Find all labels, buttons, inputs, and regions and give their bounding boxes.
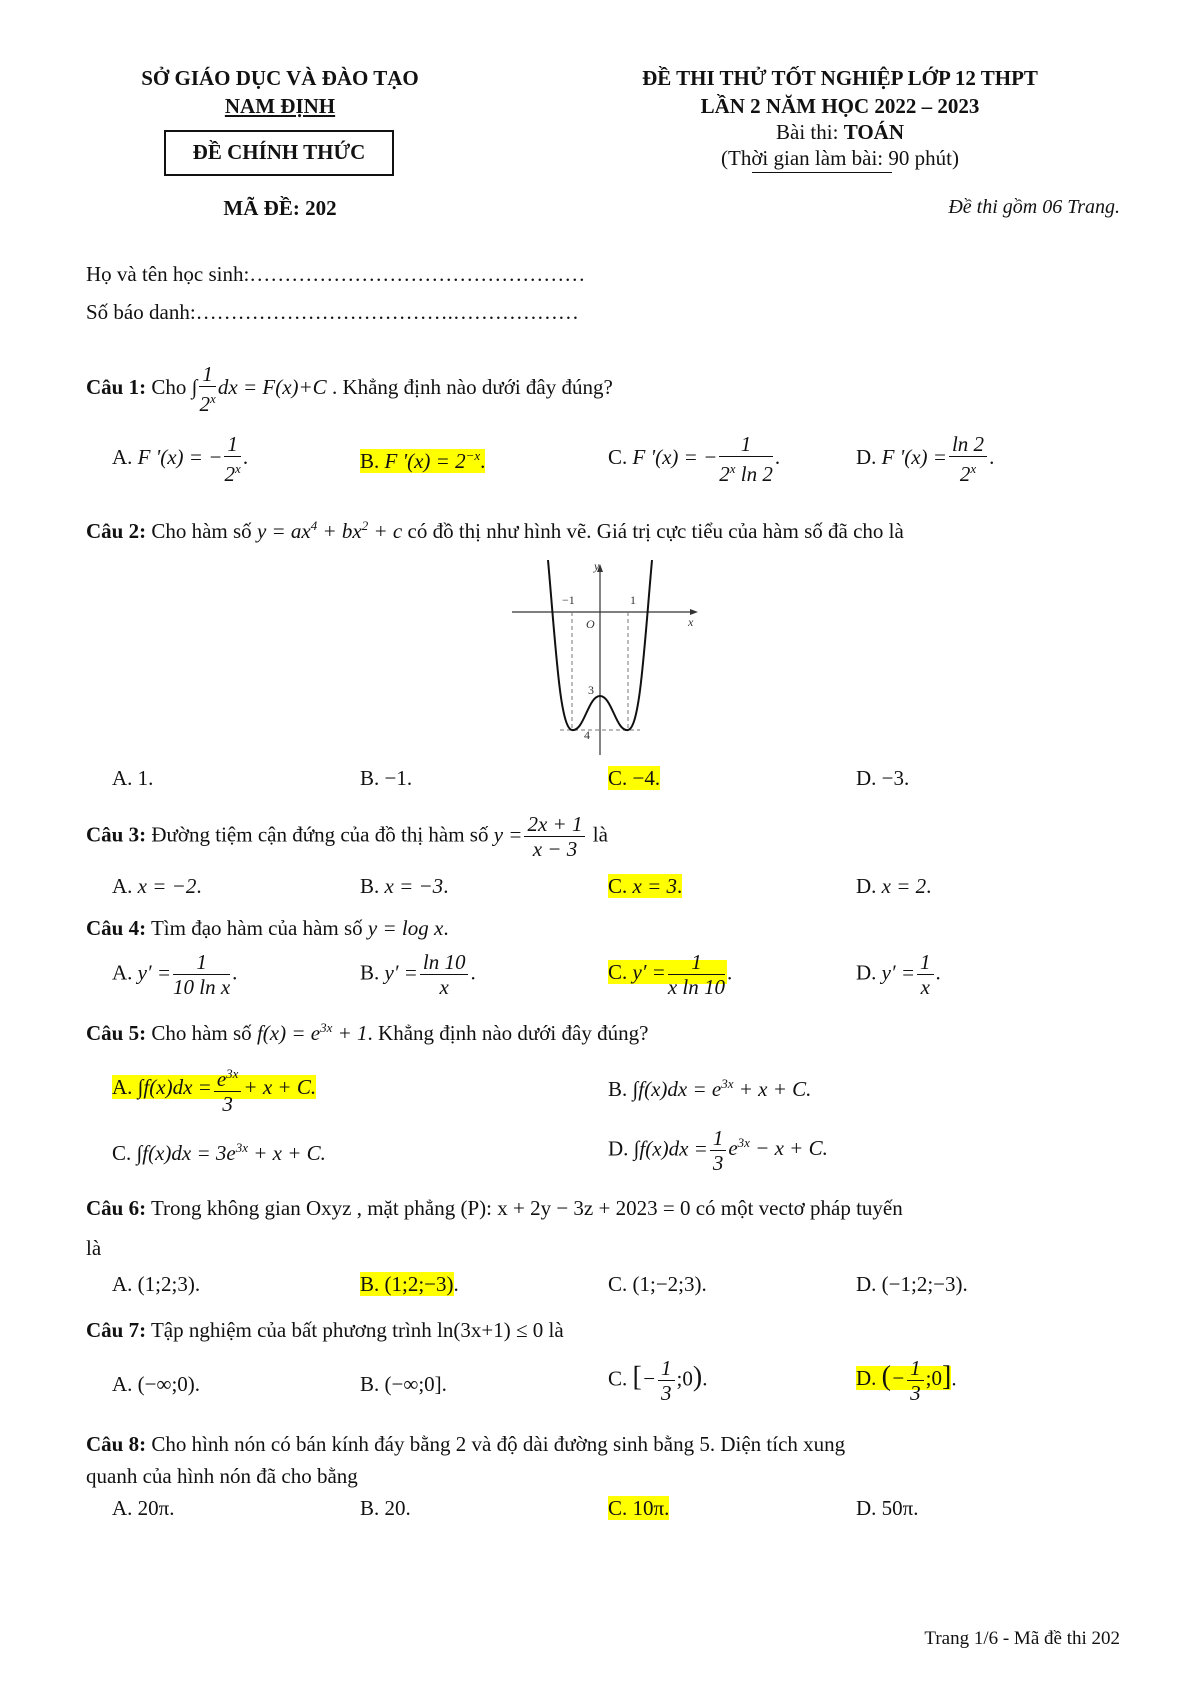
question-1: Câu 1: Cho ∫ $\frac{1}{2^x}$ dx = F(x)+C . Khẳng định nào dưới đây đúng?: [86, 362, 613, 416]
q1-option-a[interactable]: A. F '(x) = − $\frac{1}{2^x}$ .: [112, 432, 249, 486]
official-stamp-box: ĐỀ CHÍNH THỨC: [164, 130, 394, 176]
svg-text:3: 3: [588, 683, 594, 697]
student-id-line: Số báo danh:……………………………….………………: [86, 300, 579, 324]
q6-option-c[interactable]: C. (1;−2;3).: [608, 1272, 707, 1296]
question-2: Câu 2: Cho hàm số $y = ax^4 + bx^2 + c$ có đồ thị như hình vẽ. Giá trị cực tiểu của hàm số đã cho là: [86, 518, 904, 543]
q8-option-c[interactable]: C. 10π.: [608, 1496, 670, 1520]
divider: [752, 172, 892, 173]
q3-option-b[interactable]: B. x = −3.: [360, 874, 449, 898]
q5-option-c[interactable]: C. $\int f(x)dx = 3e^{3x} + x + C$.: [112, 1140, 326, 1165]
q2-option-d[interactable]: D. −3.: [856, 766, 910, 790]
q7-option-d[interactable]: D. (− $\frac{1}{3}$ ;0].: [856, 1356, 957, 1405]
svg-text:−1: −1: [562, 593, 575, 607]
page-count-note: Đề thi gồm 06 Trang.: [948, 196, 1120, 218]
q6-option-b[interactable]: B. (1;2;−3).: [360, 1272, 459, 1296]
q6-option-d[interactable]: D. (−1;2;−3).: [856, 1272, 968, 1296]
q5-option-a[interactable]: A. ∫f(x)dx = $\frac{e^{3x}}{3}$ + x + C.: [112, 1062, 316, 1116]
q3-option-c[interactable]: C. x = 3.: [608, 874, 683, 898]
svg-text:4: 4: [584, 728, 590, 742]
q4-option-a[interactable]: A. y′ = $\frac{1}{\text{10 ln x}}$ .: [112, 950, 238, 999]
q1-option-c[interactable]: C. F '(x) = − $\frac{1}{2^x \ln 2}$ .: [608, 432, 781, 486]
question-3: Câu 3: Đường tiệm cận đứng của đồ thị hàm số y = $\frac{2x + 1}{x - 3}$ là: [86, 812, 608, 861]
q7-option-b[interactable]: B. (−∞;0].: [360, 1372, 447, 1396]
q4-option-d[interactable]: D. y′ = $\frac{1}{x}$ .: [856, 950, 941, 999]
q2-option-b[interactable]: B. −1.: [360, 766, 413, 790]
q8-option-d[interactable]: D. 50π.: [856, 1496, 919, 1520]
question-8: Câu 8: Cho hình nón có bán kính đáy bằng 2 và độ dài đường sinh bằng 5. Diện tích xung: [86, 1432, 846, 1456]
q1-option-b[interactable]: B. F '$(x) = 2^{-x}$.: [360, 448, 486, 473]
page-footer: Trang 1/6 - Mã đề thi 202: [924, 1628, 1120, 1649]
q1-option-d[interactable]: D. F '(x) = $\frac{\ln 2}{2^x}$ .: [856, 432, 995, 486]
svg-text:O: O: [586, 617, 595, 631]
exam-round: LẦN 2 NĂM HỌC 2022 – 2023: [700, 94, 980, 118]
q3-option-d[interactable]: D. x = 2.: [856, 874, 932, 898]
svg-text:x: x: [688, 615, 694, 629]
department-name: SỞ GIÁO DỤC VÀ ĐÀO TẠO: [141, 66, 419, 90]
question-6-cont: là: [86, 1236, 102, 1260]
question-7: Câu 7: Tập nghiệm của bất phương trình ln(3x+1) ≤ 0 là: [86, 1318, 564, 1342]
q6-option-a[interactable]: A. (1;2;3).: [112, 1272, 201, 1296]
student-name-line: Họ và tên học sinh:…………………………………………: [86, 262, 586, 286]
q4-option-c[interactable]: C. y′ = $\frac{1}{\text{x ln 10}}$ .: [608, 950, 733, 999]
q2-option-a[interactable]: A. 1.: [112, 766, 154, 790]
q8-option-a[interactable]: A. 20π.: [112, 1496, 175, 1520]
q7-option-a[interactable]: A. (−∞;0).: [112, 1372, 201, 1396]
svg-text:y: y: [594, 560, 600, 573]
province-name: NAM ĐỊNH: [224, 94, 336, 118]
q5-option-b[interactable]: B. $\int f(x)dx = e^{3x} + x + C$.: [608, 1076, 812, 1101]
q7-option-c[interactable]: C. [− $\frac{1}{3}$ ;0).: [608, 1356, 708, 1405]
function-graph: [510, 560, 700, 760]
q4-option-b[interactable]: B. y′ = $\frac{\ln 10}{x}$ .: [360, 950, 476, 999]
exam-code: MÃ ĐỀ: 202: [223, 196, 337, 220]
question-4: Câu 4: Tìm đạo hàm của hàm số y = log x.: [86, 916, 449, 940]
q2-option-c[interactable]: C. −4.: [608, 766, 661, 790]
exam-time: (Thời gian làm bài: 90 phút): [721, 146, 959, 170]
q5-option-d[interactable]: D. ∫f(x)dx = $\frac{1}{3}$ $e^{3x} - x + C$.: [608, 1126, 828, 1175]
exam-subject: Bài thi: TOÁN: [776, 120, 904, 144]
exam-title: ĐỀ THI THỬ TỐT NGHIỆP LỚP 12 THPT: [642, 66, 1038, 90]
question-8-cont: quanh của hình nón đã cho bằng: [86, 1464, 358, 1488]
question-6: Câu 6: Trong không gian Oxyz , mặt phẳng (P): x + 2y − 3z + 2023 = 0 có một vectơ pháp tuyến: [86, 1196, 903, 1220]
question-5: Câu 5: Cho hàm số $f(x) = e^{3x} + 1$. Khẳng định nào dưới đây đúng?: [86, 1020, 649, 1045]
svg-text:1: 1: [630, 593, 636, 607]
q8-option-b[interactable]: B. 20.: [360, 1496, 411, 1520]
q3-option-a[interactable]: A. x = −2.: [112, 874, 202, 898]
